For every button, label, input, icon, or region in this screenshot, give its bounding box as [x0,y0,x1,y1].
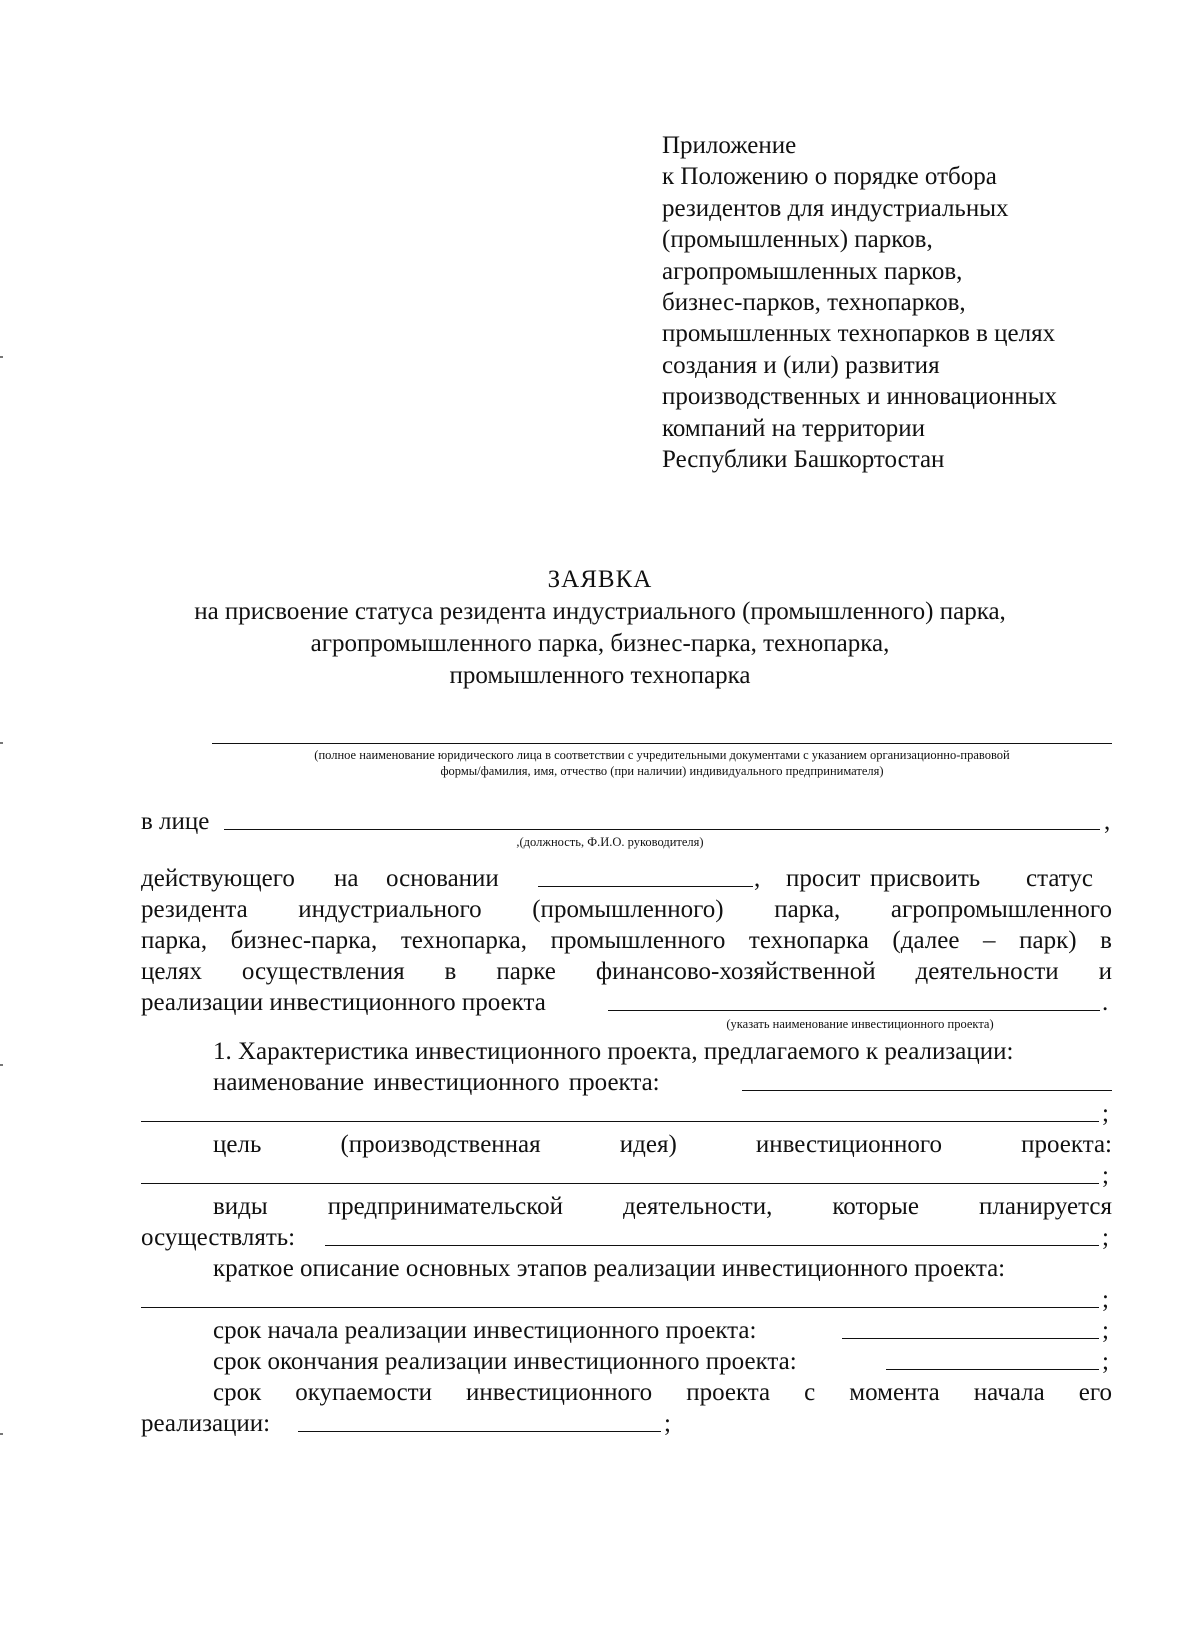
basis-line-4 [141,958,1112,986]
word: резидента [141,896,248,923]
end-label: срок окончания реализации инвестиционного проекта: [213,1348,797,1375]
word: проекта: [1021,1131,1112,1158]
word: срок [213,1379,262,1406]
word: промышленного [550,927,726,954]
word: технопарка, [400,927,528,954]
start-semicolon: ; [1102,1317,1109,1344]
annex-line: резидентов для индустриальных [662,194,1009,222]
word: с [804,1379,816,1406]
word: технопарка [748,927,869,954]
document-title: ЗАЯВКА [547,566,653,593]
annex-line: бизнес-парков, технопарков, [662,289,966,317]
start-label: срок начала реализации инвестиционного проекта: [213,1317,757,1344]
applicant-note-2: формы/фамилия, имя, отчество (при наличии) индивидуального предпринимателя) [440,764,884,778]
title-line-2: агропромышленного парка, бизнес-парка, технопарка, [310,630,890,657]
word: планируется [978,1193,1112,1220]
project-name-note: (указать наименование инвестиционного проекта) [726,1017,994,1031]
word: – [983,927,996,954]
word: парка, [141,927,208,954]
title-line-3: промышленного технопарка [449,662,751,689]
word: агропромышленного [890,896,1112,923]
title-line-1: на присвоение статуса резидента индустриального (промышленного) парка, [194,598,1006,625]
representative-note: ,(должность, Ф.И.О. руководителя) [516,835,704,849]
word: и [1098,958,1112,985]
annex-line: к Положению о порядке отбора [662,163,997,191]
name-field-1[interactable] [742,1090,1112,1091]
word: деятельности, [623,1193,773,1220]
end-semicolon: ; [1102,1348,1109,1375]
word: инвестиционного [755,1131,943,1158]
basis-line-5: реализации инвестиционного проекта [141,989,546,1016]
stages-semicolon: ; [1102,1286,1109,1313]
annex-line: создания и (или) развития [662,351,940,379]
basis-w6: статус [1026,865,1093,892]
scan-speck [0,1433,3,1435]
project-name-field[interactable] [608,1010,1100,1011]
applicant-note-1: (полное наименование юридического лица в соответствии с учредительными документами с указанием организационно-правовой [314,748,1010,762]
annex-line: компаний на территории [662,414,926,442]
word: (далее [892,927,960,954]
basis-line-3 [141,927,1112,955]
representative-label: в лице [141,808,210,835]
activities-field[interactable] [325,1245,1099,1246]
basis-document-field[interactable] [538,886,753,887]
basis-comma: , [754,865,761,892]
start-field[interactable] [842,1338,1099,1339]
word: бизнес-парка, [230,927,378,954]
name-semicolon: ; [1102,1100,1109,1127]
word: деятельности [915,958,1059,985]
word: предпринимательской [327,1193,563,1220]
word: (производственная [340,1131,541,1158]
word: виды [213,1193,268,1220]
activities-semicolon: ; [1102,1224,1109,1251]
word: инвестиционного [466,1379,653,1406]
basis-w4: просит [786,865,861,892]
annex-line: промышленных технопарков в целях [662,320,1056,348]
applicant-name-field[interactable] [212,743,1112,744]
stages-field[interactable] [141,1307,1099,1308]
word: цель [213,1131,262,1158]
goal-field[interactable] [141,1183,1099,1184]
word: финансово-хозяйственной [595,958,876,985]
end-field[interactable] [886,1369,1099,1370]
payback-line [213,1379,1112,1407]
scan-speck [0,356,3,358]
annex-line: Приложение [662,132,797,159]
payback-field[interactable] [298,1431,661,1432]
annex-line: (промышленных) парков, [662,226,933,254]
word: целях [141,958,202,985]
activities-line [213,1193,1112,1221]
annex-block [662,130,1057,475]
word: парке [496,958,556,985]
word: парк) [1019,927,1077,954]
word: которые [832,1193,919,1220]
goal-line [213,1131,1112,1159]
scan-speck [0,742,3,744]
word: окупаемости [295,1379,432,1406]
word: (промышленного) [532,896,724,923]
basis-w1: действующего [141,865,295,892]
basis-w5: присвоить [870,865,981,892]
payback-cont: реализации: [141,1410,271,1437]
representative-field[interactable] [224,829,1100,830]
word: начала [973,1379,1045,1406]
representative-comma: , [1104,808,1111,835]
annex-line: Республики Башкортостан [662,446,945,474]
annex-line: производственных и инновационных [662,383,1057,411]
word: в [1100,927,1112,954]
name-label: наименование инвестиционного проекта: [213,1069,660,1096]
word: парка, [774,896,841,923]
goal-semicolon: ; [1102,1162,1109,1189]
word: идея) [619,1131,677,1158]
section-1-heading: 1. Характеристика инвестиционного проекта, предлагаемого к реализации: [213,1038,1014,1065]
name-field-2[interactable] [141,1121,1099,1122]
annex-line: агропромышленных парков, [662,257,963,285]
word: в [444,958,457,985]
scan-speck [0,1064,3,1066]
word: момента [849,1379,940,1406]
activities-cont: осуществлять: [141,1224,296,1251]
basis-line-2 [141,896,1112,924]
word: осуществления [241,958,405,985]
basis-w3: основании [386,865,499,892]
word: индустриального [298,896,482,923]
word: проекта [686,1379,771,1406]
payback-semicolon: ; [664,1410,671,1437]
stages-label: краткое описание основных этапов реализации инвестиционного проекта: [213,1255,1006,1282]
word: его [1078,1379,1112,1406]
basis-w2: на [334,865,359,892]
basis-line-5-end: . [1102,989,1109,1016]
